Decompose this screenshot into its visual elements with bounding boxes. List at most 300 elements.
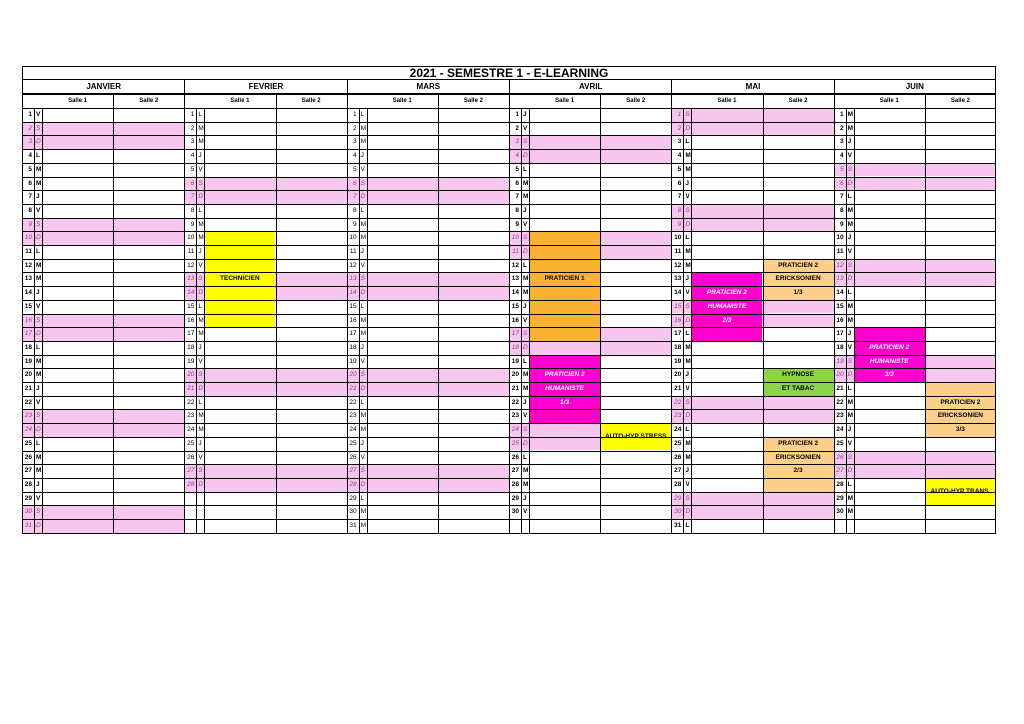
day-letter: J xyxy=(685,275,689,283)
day-number: 28 xyxy=(511,480,519,488)
day-letter: D xyxy=(360,193,366,201)
day-letter: M xyxy=(847,206,854,214)
room-header: Salle 2 xyxy=(788,98,808,104)
day-number: 18 xyxy=(24,343,32,351)
day-number: 21 xyxy=(349,385,357,392)
day-number: 1 xyxy=(353,111,357,118)
weekend-fill xyxy=(347,177,509,191)
room-header: Salle 2 xyxy=(950,98,970,104)
event-label: PRATICIEN 2 xyxy=(778,439,819,447)
day-letter: J xyxy=(198,152,202,160)
weekend-fill xyxy=(834,272,996,286)
day-letter: M xyxy=(36,179,42,187)
day-letter: V xyxy=(198,165,203,173)
day-letter: J xyxy=(36,480,40,488)
weekend-fill xyxy=(671,218,833,232)
weekend-fill xyxy=(834,464,996,478)
day-letter: D xyxy=(360,385,366,392)
day-number: 17 xyxy=(836,330,844,338)
day-number: 13 xyxy=(24,275,32,283)
day-letter: M xyxy=(198,330,204,338)
weekend-fill xyxy=(671,492,833,506)
day-number: 29 xyxy=(24,494,32,502)
day-letter: D xyxy=(847,371,853,379)
day-number: 6 xyxy=(677,179,682,187)
day-number: 3 xyxy=(190,138,195,146)
day-letter: J xyxy=(685,179,689,187)
day-letter: M xyxy=(847,302,854,310)
day-letter: M xyxy=(685,152,691,160)
day-letter: V xyxy=(685,480,690,488)
day-letter: S xyxy=(523,330,528,338)
day-number: 20 xyxy=(349,371,357,379)
day-number: 6 xyxy=(840,179,844,187)
day-letter: M xyxy=(198,234,204,242)
day-number: 16 xyxy=(836,316,844,324)
day-letter: M xyxy=(36,357,42,365)
day-number: 21 xyxy=(674,385,682,392)
day-number: 14 xyxy=(674,289,682,297)
day-number: 20 xyxy=(674,371,682,379)
day-letter: M xyxy=(847,412,854,420)
day-letter: J xyxy=(360,343,364,351)
day-letter: V xyxy=(523,316,528,324)
day-number: 14 xyxy=(836,289,844,297)
day-number: 19 xyxy=(674,357,682,365)
day-letter: J xyxy=(847,426,852,434)
event-label: HYPNOSE xyxy=(782,371,814,379)
month-header-mai: MAI xyxy=(671,80,834,94)
weekend-fill xyxy=(22,231,184,245)
day-letter: D xyxy=(198,385,204,392)
day-number: 29 xyxy=(349,494,357,502)
day-number: 2 xyxy=(28,124,32,132)
day-number: 10 xyxy=(24,234,32,242)
grid-vline xyxy=(995,80,996,533)
weekend-fill xyxy=(22,409,184,423)
day-number: 9 xyxy=(353,220,357,228)
day-letter: S xyxy=(198,467,203,475)
day-letter: J xyxy=(685,467,689,475)
day-letter: J xyxy=(36,193,40,201)
day-letter: D xyxy=(360,480,366,488)
day-letter: L xyxy=(198,206,202,214)
day-letter: M xyxy=(360,426,367,434)
event-label: ERICKSONIEN xyxy=(775,275,821,283)
day-number: 23 xyxy=(187,412,195,420)
day-letter: L xyxy=(523,357,527,365)
day-letter: J xyxy=(198,248,202,255)
day-letter: M xyxy=(847,316,854,324)
day-number: 18 xyxy=(836,343,844,351)
event-label: HUMANISTE xyxy=(545,385,584,392)
day-number: 26 xyxy=(349,453,357,461)
day-letter: V xyxy=(36,398,41,406)
day-letter: J xyxy=(847,330,852,338)
day-number: 16 xyxy=(349,316,357,324)
day-number: 8 xyxy=(353,206,357,214)
day-number: 11 xyxy=(349,248,357,255)
event-label: ERICKSONIEN xyxy=(775,453,821,461)
day-letter: V xyxy=(523,124,528,132)
day-letter: V xyxy=(360,357,365,365)
day-letter: L xyxy=(36,152,40,160)
day-number: 24 xyxy=(674,426,682,434)
day-number: 14 xyxy=(24,289,32,297)
day-letter: S xyxy=(847,357,852,365)
event-label: 1/3 xyxy=(560,398,570,406)
day-number: 17 xyxy=(674,330,682,338)
day-letter: S xyxy=(360,179,365,187)
day-letter: M xyxy=(198,426,204,434)
day-letter: L xyxy=(360,111,365,118)
day-number: 7 xyxy=(677,193,682,201)
day-letter: V xyxy=(198,453,203,461)
day-number: 9 xyxy=(840,220,844,228)
day-letter: S xyxy=(36,220,41,228)
day-letter: S xyxy=(523,426,528,434)
day-number: 15 xyxy=(836,302,844,310)
day-number: 13 xyxy=(511,275,519,283)
day-letter: S xyxy=(523,138,528,146)
day-number: 23 xyxy=(511,412,519,420)
day-number: 10 xyxy=(349,234,357,242)
day-number: 22 xyxy=(187,398,195,406)
grid-vline xyxy=(763,94,764,533)
day-letter: L xyxy=(847,193,852,201)
day-number: 13 xyxy=(187,275,195,283)
day-number: 2 xyxy=(677,124,682,132)
day-letter: J xyxy=(523,494,527,502)
day-letter: D xyxy=(685,508,691,516)
weekend-fill xyxy=(22,122,184,136)
day-number: 30 xyxy=(836,508,844,516)
day-number: 27 xyxy=(187,467,195,475)
day-letter: D xyxy=(198,193,204,201)
day-letter: M xyxy=(847,220,854,228)
day-number: 8 xyxy=(515,206,519,214)
day-number: 15 xyxy=(674,302,682,310)
day-number: 30 xyxy=(349,508,357,516)
day-number: 20 xyxy=(24,371,32,379)
grid-vline xyxy=(846,108,847,533)
day-letter: M xyxy=(523,385,529,392)
day-letter: M xyxy=(847,124,854,132)
weekend-fill xyxy=(671,505,833,519)
day-number: 10 xyxy=(674,234,682,242)
day-number: 24 xyxy=(836,426,844,434)
day-number: 14 xyxy=(187,289,195,297)
day-number: 28 xyxy=(187,480,195,488)
day-letter: D xyxy=(523,152,528,160)
day-number: 28 xyxy=(674,480,682,488)
day-letter: D xyxy=(36,330,41,338)
day-letter: M xyxy=(523,480,529,488)
day-letter: D xyxy=(847,467,853,475)
day-letter: D xyxy=(523,343,528,351)
day-letter: J xyxy=(36,385,40,392)
weekend-fill xyxy=(22,218,184,232)
day-number: 23 xyxy=(349,412,357,420)
event-label: PRATICIEN 2 xyxy=(940,398,981,406)
grid-vline xyxy=(276,94,277,533)
day-number: 21 xyxy=(511,385,519,392)
day-letter: M xyxy=(523,275,529,283)
day-letter: S xyxy=(847,165,852,173)
day-number: 22 xyxy=(511,398,519,406)
day-number: 4 xyxy=(515,152,519,160)
day-number: 10 xyxy=(187,234,195,242)
weekend-fill xyxy=(22,135,184,149)
day-letter: D xyxy=(360,289,366,297)
grid-vline xyxy=(34,108,35,533)
room-header: Salle 1 xyxy=(717,98,737,104)
grid-vline xyxy=(367,108,368,533)
day-letter: L xyxy=(523,453,527,461)
grid-hline xyxy=(22,533,996,534)
day-number: 25 xyxy=(24,439,32,447)
day-number: 5 xyxy=(677,165,682,173)
weekend-fill xyxy=(22,519,184,533)
day-letter: M xyxy=(198,316,204,324)
day-number: 4 xyxy=(28,152,32,160)
weekend-fill xyxy=(347,272,509,286)
day-number: 1 xyxy=(190,111,195,118)
weekend-fill xyxy=(347,464,509,478)
day-number: 17 xyxy=(24,330,32,338)
weekend-fill xyxy=(671,108,833,122)
day-number: 30 xyxy=(674,508,682,516)
day-letter: J xyxy=(360,439,364,447)
month-header-fevrier: FEVRIER xyxy=(184,80,347,94)
day-number: 5 xyxy=(190,165,195,173)
weekend-fill xyxy=(347,190,509,204)
weekend-fill xyxy=(834,451,996,465)
weekend-fill xyxy=(184,177,346,191)
day-letter: V xyxy=(523,412,528,420)
day-number: 7 xyxy=(515,193,519,201)
day-letter: M xyxy=(36,165,42,173)
day-letter: J xyxy=(847,138,852,146)
day-letter: S xyxy=(360,371,365,379)
day-number: 23 xyxy=(674,412,682,420)
day-number: 8 xyxy=(190,206,195,214)
day-number: 23 xyxy=(836,412,844,420)
day-letter: L xyxy=(36,439,40,447)
day-letter: M xyxy=(523,179,529,187)
grid-vline xyxy=(529,108,530,533)
day-letter: M xyxy=(847,508,854,516)
day-number: 27 xyxy=(511,467,519,475)
day-letter: S xyxy=(36,508,41,516)
day-letter: L xyxy=(360,302,365,310)
day-letter: J xyxy=(685,371,689,379)
day-number: 26 xyxy=(836,453,844,461)
day-number: 3 xyxy=(677,138,682,146)
event-label: 2/3 xyxy=(722,316,732,324)
grid-vline xyxy=(854,108,855,533)
day-letter: M xyxy=(36,275,42,283)
day-number: 24 xyxy=(187,426,195,434)
day-number: 21 xyxy=(187,385,195,392)
grid-vline xyxy=(359,108,360,533)
day-number: 29 xyxy=(836,494,844,502)
weekend-fill xyxy=(671,409,833,423)
day-letter: V xyxy=(847,248,852,255)
day-number: 22 xyxy=(24,398,32,406)
day-number: 3 xyxy=(353,138,357,146)
day-letter: D xyxy=(36,234,41,242)
day-letter: V xyxy=(847,343,852,351)
day-letter: J xyxy=(198,343,202,351)
day-letter: M xyxy=(685,261,691,269)
day-letter: M xyxy=(360,330,367,338)
day-number: 16 xyxy=(24,316,32,324)
day-number: 17 xyxy=(349,330,357,338)
weekend-fill xyxy=(347,286,509,300)
day-number: 28 xyxy=(24,480,32,488)
day-number: 15 xyxy=(187,302,195,310)
day-letter: M xyxy=(523,467,529,475)
day-letter: D xyxy=(198,289,204,297)
event-label: TECHNICIEN xyxy=(220,275,260,283)
day-number: 18 xyxy=(511,343,519,351)
weekend-fill xyxy=(509,135,671,149)
day-number: 19 xyxy=(349,357,357,365)
grid-vline xyxy=(683,108,684,533)
weekend-fill xyxy=(671,396,833,410)
day-letter: M xyxy=(360,412,367,420)
day-number: 8 xyxy=(28,206,32,214)
day-letter: S xyxy=(198,179,203,187)
day-number: 13 xyxy=(674,275,682,283)
day-number: 5 xyxy=(353,165,357,173)
day-letter: D xyxy=(847,179,853,187)
day-letter: L xyxy=(847,480,852,488)
day-letter: L xyxy=(360,206,365,214)
weekend-fill xyxy=(671,204,833,218)
day-letter: S xyxy=(360,275,365,283)
day-number: 24 xyxy=(349,426,357,434)
day-letter: V xyxy=(685,385,690,392)
day-letter: M xyxy=(523,193,529,201)
day-number: 4 xyxy=(840,152,844,160)
weekend-fill xyxy=(184,478,346,492)
day-letter: J xyxy=(198,439,202,447)
day-letter: L xyxy=(685,522,690,529)
grid-vline xyxy=(834,80,835,533)
day-letter: V xyxy=(198,357,203,365)
grid-vline xyxy=(521,108,522,533)
day-number: 2 xyxy=(353,124,357,132)
day-number: 10 xyxy=(511,234,519,242)
day-number: 5 xyxy=(840,165,844,173)
day-letter: M xyxy=(847,398,854,406)
day-number: 18 xyxy=(349,343,357,351)
room-header: Salle 2 xyxy=(301,98,321,104)
day-letter: J xyxy=(523,302,527,310)
day-letter: M xyxy=(198,124,204,132)
grid-vline xyxy=(438,94,439,533)
day-letter: D xyxy=(36,138,41,146)
grid-vline xyxy=(600,94,601,533)
day-letter: S xyxy=(360,467,365,475)
day-letter: S xyxy=(685,111,690,118)
day-number: 22 xyxy=(836,398,844,406)
day-letter: S xyxy=(523,234,528,242)
day-letter: V xyxy=(523,508,528,516)
room-header: Salle 1 xyxy=(555,98,575,104)
day-number: 3 xyxy=(28,138,32,146)
day-number: 2 xyxy=(840,124,844,132)
day-letter: S xyxy=(685,494,690,502)
day-number: 11 xyxy=(512,248,519,255)
weekend-fill xyxy=(347,368,509,382)
month-header-juin: JUIN xyxy=(834,80,996,94)
day-letter: M xyxy=(198,412,204,420)
grid-vline xyxy=(925,94,926,533)
room-header: Salle 1 xyxy=(230,98,250,104)
day-number: 4 xyxy=(353,152,357,160)
event-label: 3/3 xyxy=(955,426,965,434)
weekend-fill xyxy=(509,341,671,355)
day-letter: M xyxy=(360,124,367,132)
weekend-fill xyxy=(184,190,346,204)
day-letter: D xyxy=(523,439,528,447)
day-letter: M xyxy=(360,508,367,516)
day-letter: D xyxy=(36,426,41,434)
day-number: 15 xyxy=(349,302,357,310)
day-number: 26 xyxy=(511,453,519,461)
day-number: 27 xyxy=(674,467,682,475)
day-number: 8 xyxy=(840,206,844,214)
day-number: 24 xyxy=(511,426,519,434)
month-header-janvier: JANVIER xyxy=(22,80,185,94)
day-number: 20 xyxy=(511,371,519,379)
day-number: 28 xyxy=(349,480,357,488)
grid-vline xyxy=(671,80,672,533)
day-number: 14 xyxy=(511,289,519,297)
day-number: 25 xyxy=(836,439,844,447)
day-letter: J xyxy=(847,234,852,242)
day-letter: V xyxy=(523,220,528,228)
day-letter: M xyxy=(685,453,691,461)
day-number: 24 xyxy=(24,426,32,434)
day-letter: M xyxy=(847,494,854,502)
weekend-fill xyxy=(834,177,996,191)
day-number: 19 xyxy=(24,357,32,365)
day-letter: J xyxy=(523,111,527,118)
day-number: 11 xyxy=(836,248,844,255)
day-letter: M xyxy=(360,234,367,242)
day-number: 27 xyxy=(24,467,32,475)
weekend-fill xyxy=(22,314,184,328)
day-number: 12 xyxy=(187,261,195,269)
day-number: 11 xyxy=(187,248,195,255)
day-letter: D xyxy=(847,275,853,283)
day-number: 8 xyxy=(677,206,682,214)
day-letter: L xyxy=(198,111,202,118)
event-label: PRATICIEN 1 xyxy=(544,275,585,283)
event-label: 2/3 xyxy=(793,467,803,475)
day-letter: D xyxy=(685,316,691,324)
day-letter: D xyxy=(685,124,691,132)
day-letter: D xyxy=(523,248,528,255)
day-number: 20 xyxy=(836,371,844,379)
day-letter: M xyxy=(36,453,42,461)
day-number: 6 xyxy=(28,179,32,187)
day-letter: V xyxy=(685,289,690,297)
